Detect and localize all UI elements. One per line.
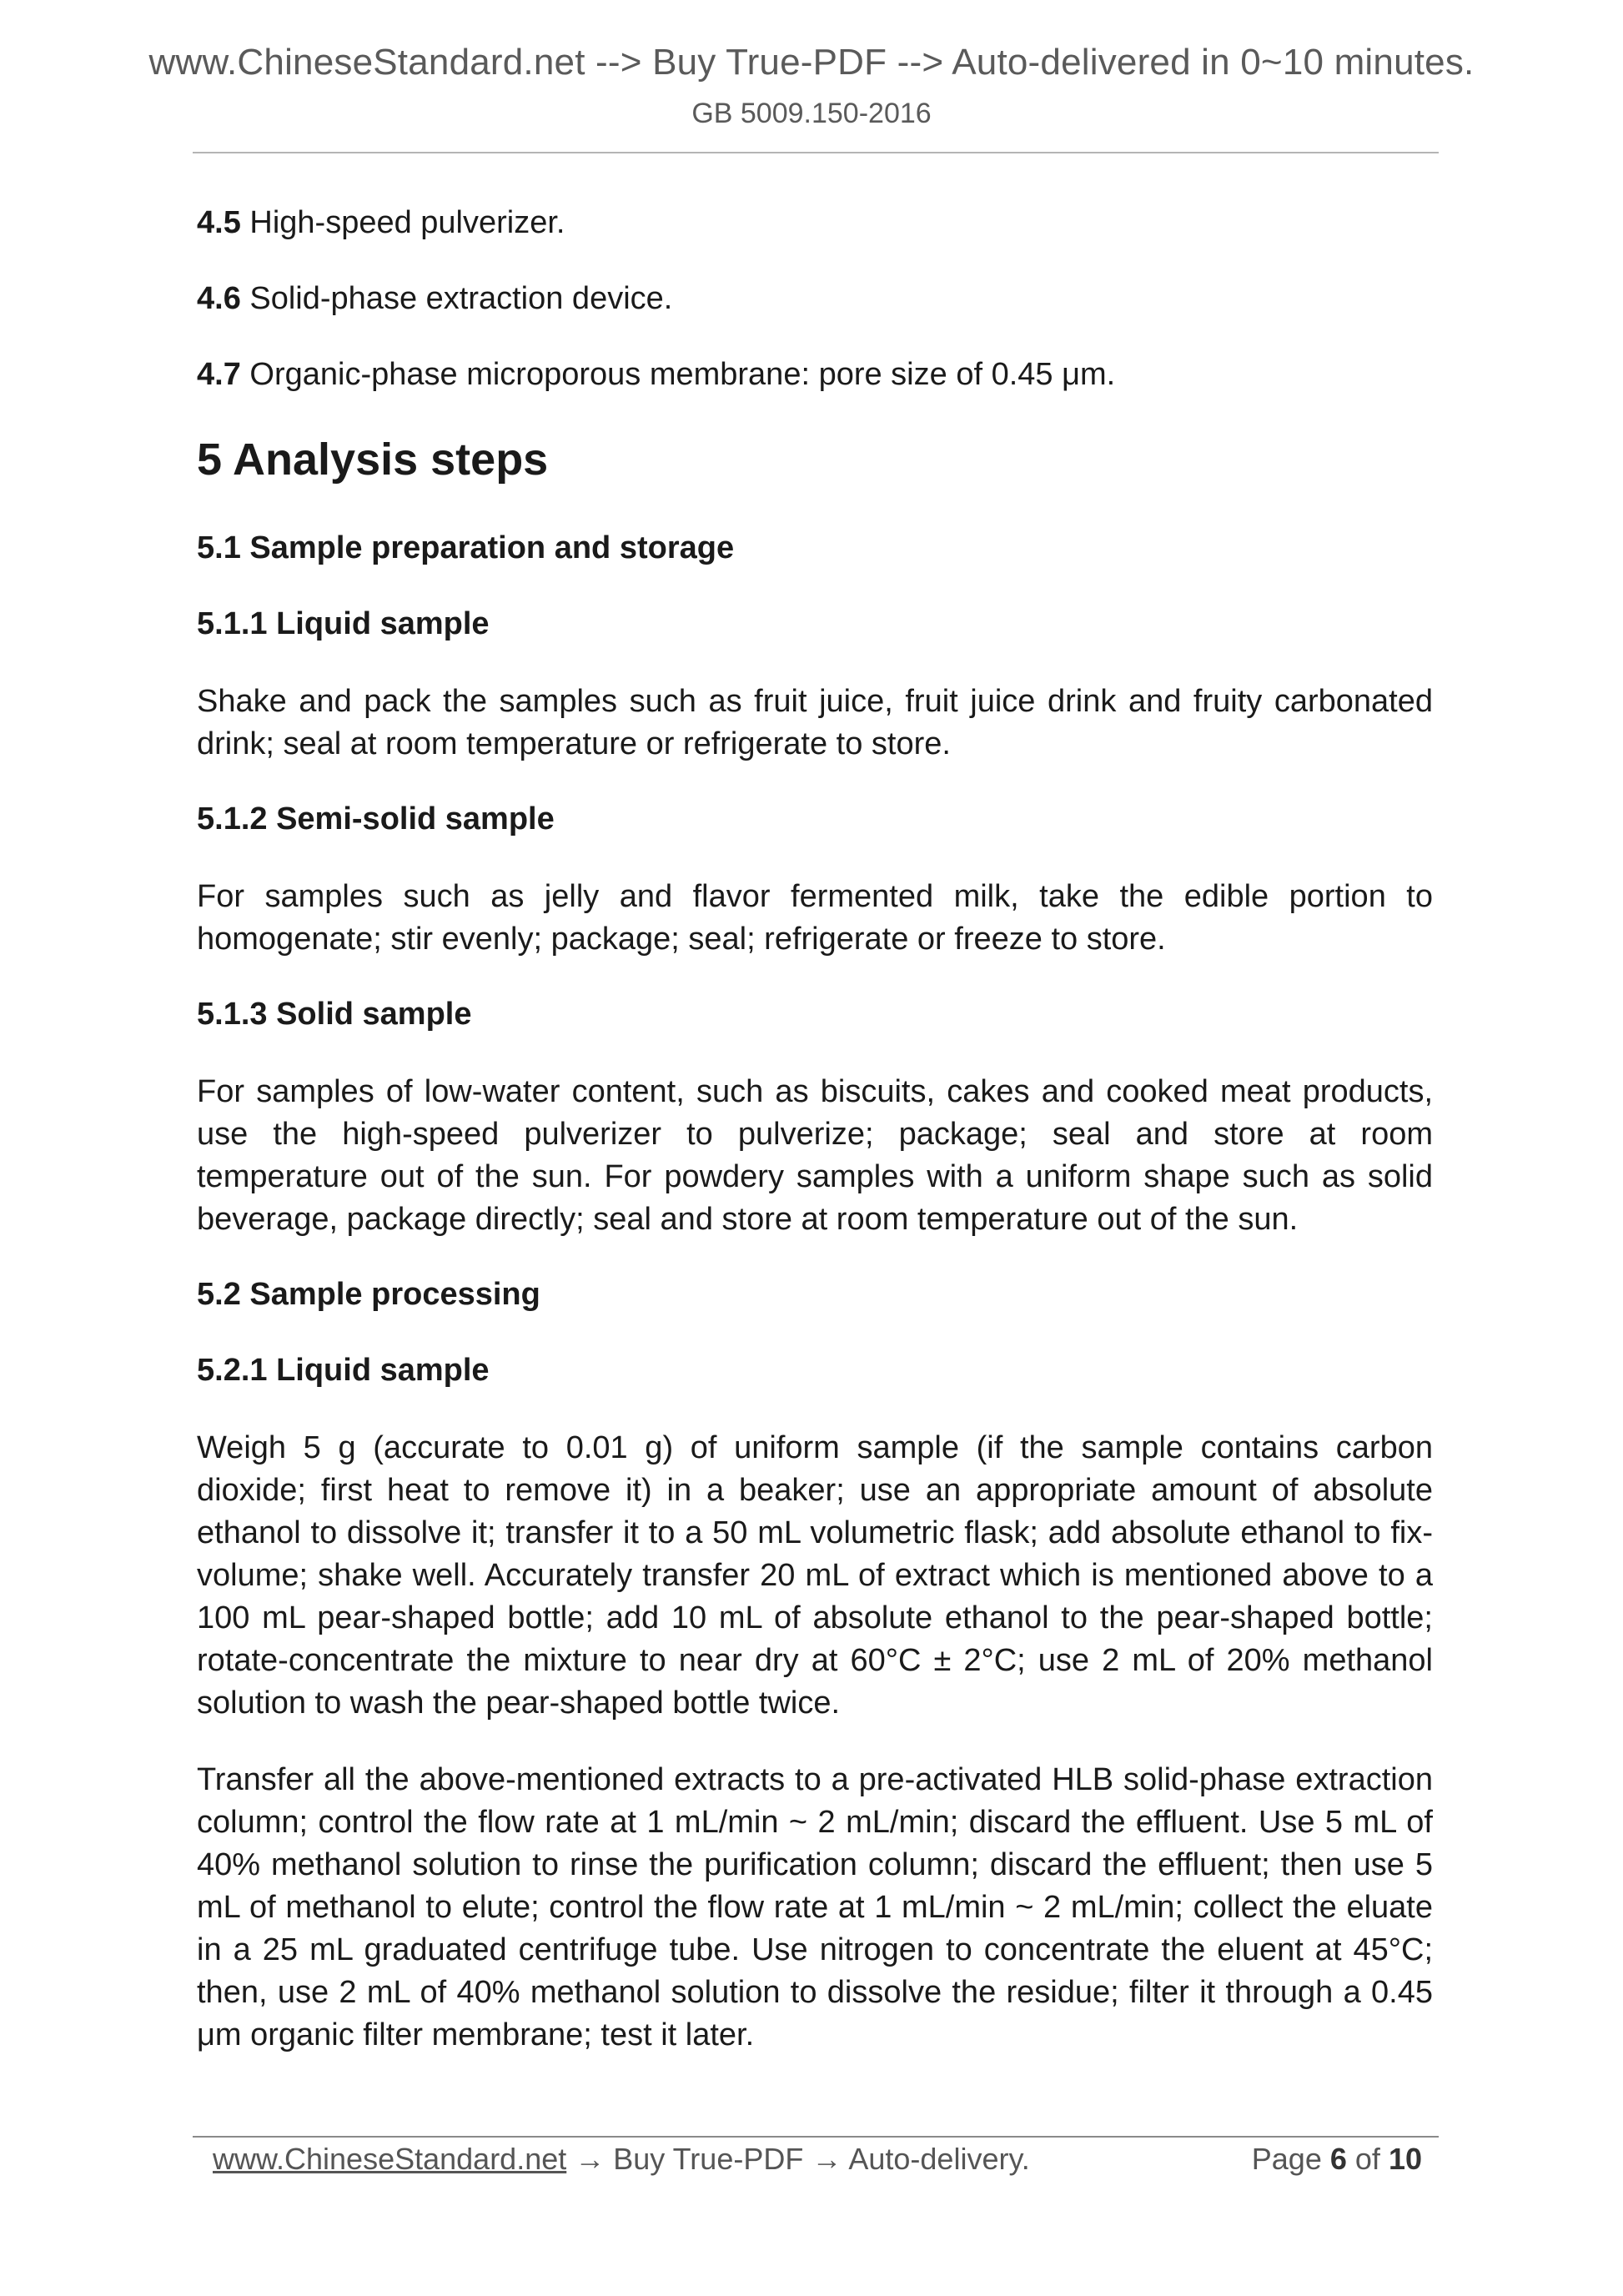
subsection-heading: 5.1.3 Solid sample [197, 997, 472, 1032]
page-number [1252, 2142, 1422, 2177]
of-label: of [1354, 2142, 1380, 2176]
arrow-icon: → [566, 2142, 614, 2176]
item-text: Solid-phase extraction device. [240, 281, 673, 316]
subsection-heading: 5.1.1 Liquid sample [197, 606, 490, 641]
page-content [197, 203, 1433, 2091]
standard-number: GB 5009.150-2016 [691, 98, 932, 129]
list-item [197, 355, 1433, 394]
item-number: 4.7 [197, 357, 241, 392]
subsection-heading: 5.1 Sample preparation and storage [197, 530, 735, 565]
footer-links [213, 2142, 1030, 2177]
paragraph: Weigh 5 g (accurate to 0.01 g) of uniform sample (if the sample contains carbon dioxide; first heat to remove it) in a beaker; use an appropriate amount of absolute ethanol to dissolve it; transfer it to a 50 mL volumetric flask; add absolute ethanol to fix-volume; shake well. Accurately transfer 20 mL of extract which is mentioned above to a 100 mL pear-shaped bottle; add 10 mL of absolute ethanol to the pear-shaped bottle; rotate-concentrate the mixture to near dry at 60°C ± 2°C; use 2 mL of 20% methanol solution to wash the pear-shaped bottle twice. [197, 1430, 1433, 1721]
total-pages: 10 [1388, 2142, 1422, 2176]
section-title: 5 Analysis steps [197, 435, 549, 485]
subsection-heading: 5.2 Sample processing [197, 1277, 540, 1312]
site-link[interactable]: www.ChineseStandard.net [213, 2142, 567, 2176]
item-text: High-speed pulverizer. [240, 205, 565, 240]
subsection-heading: 5.1.2 Semi-solid sample [197, 801, 555, 837]
current-page: 6 [1329, 2142, 1347, 2176]
header-divider [193, 152, 1439, 153]
arrow-icon: → [803, 2142, 849, 2176]
item-number: 4.6 [197, 281, 241, 316]
header-banner: www.ChineseStandard.net --> Buy True-PDF --> Auto-delivered in 0~10 minutes. [148, 42, 1475, 83]
buy-text: Buy True-PDF [613, 2142, 804, 2176]
paragraph: For samples such as jelly and flavor fermented milk, take the edible portion to homogenate; stir evenly; package; seal; refrigerate or freeze to store. [197, 879, 1433, 957]
list-item [197, 279, 1433, 318]
delivery-text: Auto-delivery. [848, 2142, 1030, 2176]
paragraph: Shake and pack the samples such as fruit juice, fruit juice drink and fruity carbonated drink; seal at room temperature or refrigerate to store. [197, 684, 1433, 761]
item-text: Organic-phase microporous membrane: pore size of 0.45 μm. [240, 357, 1116, 392]
paragraph: For samples of low-water content, such as biscuits, cakes and cooked meat products, use the high-speed pulverizer to pulverize; package; seal and store at room temperature out of the sun. For powdery samples with a uniform shape such as solid beverage, package directly; seal and store at room temperature out of the sun. [197, 1074, 1433, 1237]
footer-divider [193, 2136, 1439, 2138]
list-item [197, 203, 1433, 242]
item-number: 4.5 [197, 205, 241, 240]
paragraph: Transfer all the above-mentioned extracts to a pre-activated HLB solid-phase extraction column; control the flow rate at 1 mL/min ~ 2 mL/min; discard the effluent. Use 5 mL of 40% methanol solution to rinse the purification column; discard the effluent; then use 5 mL of methanol to elute; control the flow rate at 1 mL/min ~ 2 mL/min; collect the eluate in a 25 mL graduated centrifuge tube. Use nitrogen to concentrate the eluent at 45°C; then, use 2 mL of 40% methanol solution to dissolve the residue; filter it through a 0.45 μm organic filter membrane; test it later. [197, 1762, 1433, 2052]
page-label: Page [1251, 2142, 1322, 2176]
subsection-heading: 5.2.1 Liquid sample [197, 1353, 490, 1388]
